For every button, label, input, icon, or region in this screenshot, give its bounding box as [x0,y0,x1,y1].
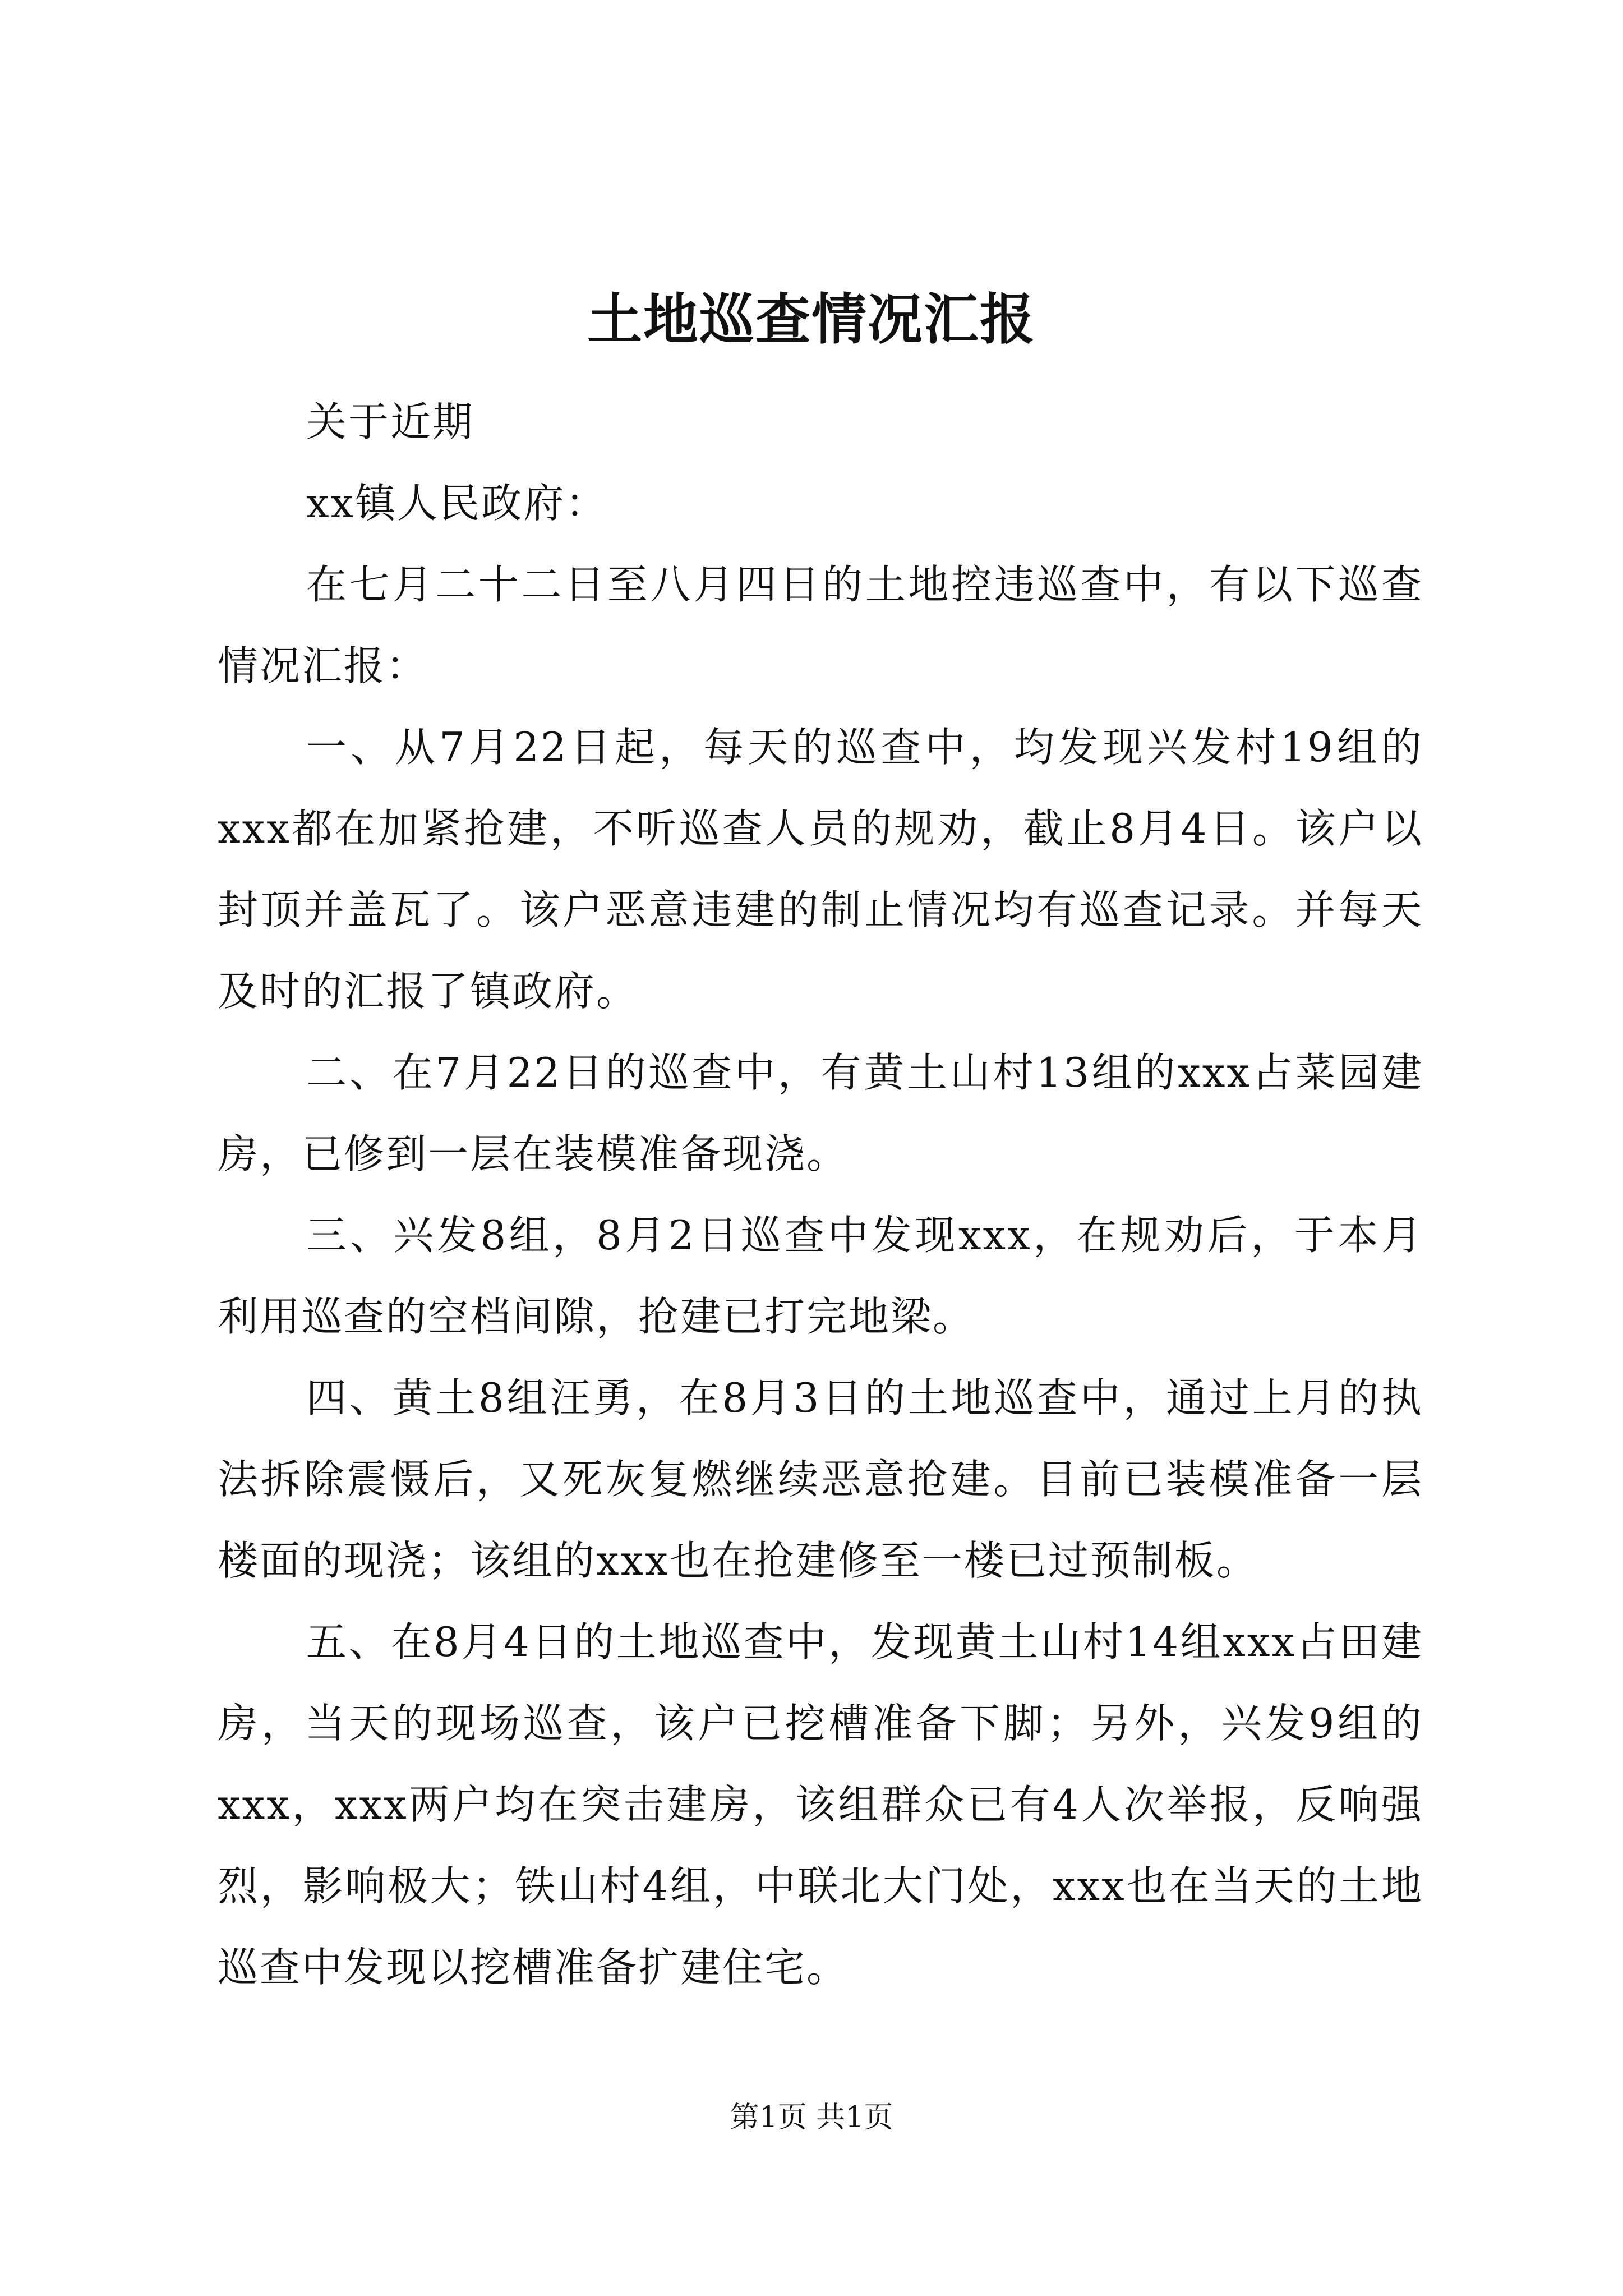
paragraph-recipient: xx镇人民政府： [306,480,608,527]
document-title: 土地巡查情况汇报 [587,287,1036,352]
paragraph-item-4: 四、黄土8组汪勇，在8月3日的土地巡查中，通过上月的执法拆除震慑后，又死灰复燃继续恶意抢建。目前已装模准备一层楼面的现浇；该组的xxx也在抢建修至一楼已过预制板。 [218,1374,1423,1584]
paragraph-subject: 关于近期 [306,398,475,445]
paragraph-item-1: 一、从7月22日起，每天的巡查中，均发现兴发村19组的xxx都在加紧抢建，不听巡查人员的规劝，截止8月4日。该户以封顶并盖瓦了。该户恶意违建的制止情况均有巡查记录。并每天及时的汇报了镇政府。 [218,724,1423,1015]
document-body [218,381,1423,2008]
paragraph-item-5: 五、在8月4日的土地巡查中，发现黄土山村14组xxx占田建房，当天的现场巡查，该户已挖槽准备下脚；另外，兴发9组的xxx，xxx两户均在突击建房，该组群众已有4人次举报，反响强烈，影响极大；铁山村4组，中联北大门处，xxx也在当天的土地巡查中发现以挖槽准备扩建住宅。 [218,1618,1423,1991]
page-footer: 第1页 共1页 [730,2101,893,2134]
paragraph-item-2: 二、在7月22日的巡查中，有黄土山村13组的xxx占菜园建房，已修到一层在装模准备现浇。 [218,1049,1423,1177]
paragraph-intro: 在七月二十二日至八月四日的土地控违巡查中，有以下巡查情况汇报： [218,561,1423,689]
paragraph-item-3: 三、兴发8组，8月2日巡查中发现xxx，在规劝后，于本月利用巡查的空档间隙，抢建已打完地梁。 [218,1212,1423,1340]
